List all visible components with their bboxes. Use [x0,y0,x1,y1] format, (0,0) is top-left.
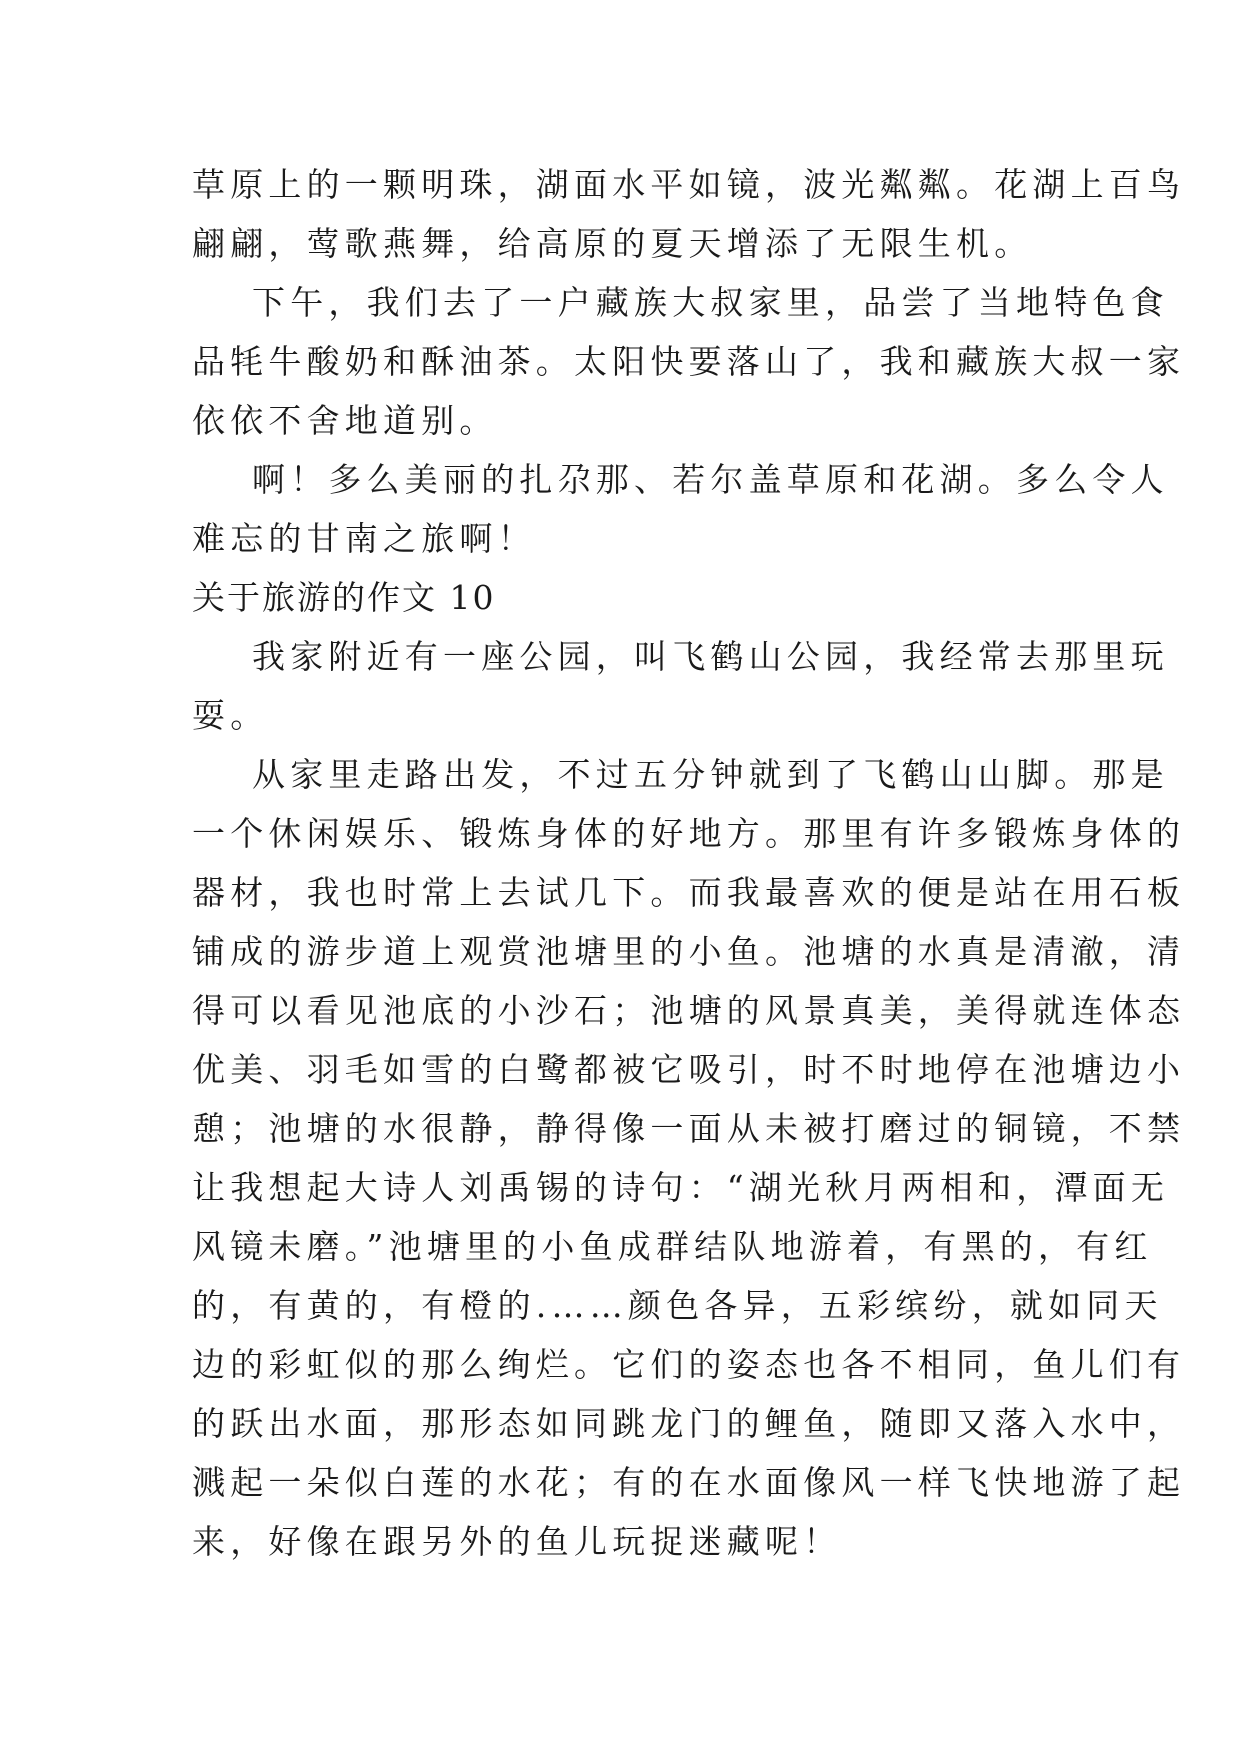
text-line: 难忘的甘南之旅啊！ [192,519,536,558]
text-line: 我家附近有一座公园，叫飞鹤山公园，我经常去那里玩 [252,637,1169,676]
text-line: 依依不舍地道别。 [192,401,498,440]
text-line: 器材，我也时常上去试几下。而我最喜欢的便是站在用石板 [192,873,1186,912]
text-line: 溅起一朵似白莲的水花；有的在水面像风一样飞快地游了起 [192,1463,1186,1502]
text-line: 边的彩虹似的那么绚烂。它们的姿态也各不相同，鱼儿们有 [192,1345,1186,1384]
text-line: 风镜未磨。”池塘里的小鱼成群结队地游着，有黑的，有红 [192,1227,1153,1266]
text-line: 的，有黄的，有橙的.……颜色各异，五彩缤纷，就如同天 [192,1286,1163,1325]
text-line: 翩翩，莺歌燕舞，给高原的夏天增添了无限生机。 [192,224,1033,263]
paragraph-4 [192,627,1169,745]
paragraph-1 [192,155,1186,273]
section-heading: 关于旅游的作文 10 [192,578,496,617]
document-body [192,155,1186,1571]
text-line: 啊！多么美丽的扎尕那、若尔盖草原和花湖。多么令人 [252,460,1169,499]
text-line: 品牦牛酸奶和酥油茶。太阳快要落山了，我和藏族大叔一家 [192,342,1186,381]
text-line: 从家里走路出发，不过五分钟就到了飞鹤山山脚。那是 [252,755,1169,794]
text-line: 让我想起大诗人刘禹锡的诗句：“湖光秋月两相和，潭面无 [192,1168,1170,1207]
text-line: 优美、羽毛如雪的白鹭都被它吸引，时不时地停在池塘边小 [192,1050,1186,1089]
paragraph-3 [192,450,1169,568]
text-line: 草原上的一颗明珠，湖面水平如镜，波光粼粼。花湖上百鸟 [192,165,1186,204]
paragraph-5 [192,745,1186,1571]
text-line: 来，好像在跟另外的鱼儿玩捉迷藏呢！ [192,1522,842,1561]
text-line: 憩；池塘的水很静，静得像一面从未被打磨过的铜镜，不禁 [192,1109,1186,1148]
text-line: 的跃出水面，那形态如同跳龙门的鲤鱼，随即又落入水中， [192,1404,1186,1443]
text-line: 下午，我们去了一户藏族大叔家里，品尝了当地特色食 [252,283,1169,322]
text-line: 耍。 [192,696,269,735]
paragraph-2 [192,273,1186,450]
text-line: 铺成的游步道上观赏池塘里的小鱼。池塘的水真是清澈，清 [192,932,1186,971]
text-line: 得可以看见池底的小沙石；池塘的风景真美，美得就连体态 [192,991,1186,1030]
text-line: 一个休闲娱乐、锻炼身体的好地方。那里有许多锻炼身体的 [192,814,1186,853]
